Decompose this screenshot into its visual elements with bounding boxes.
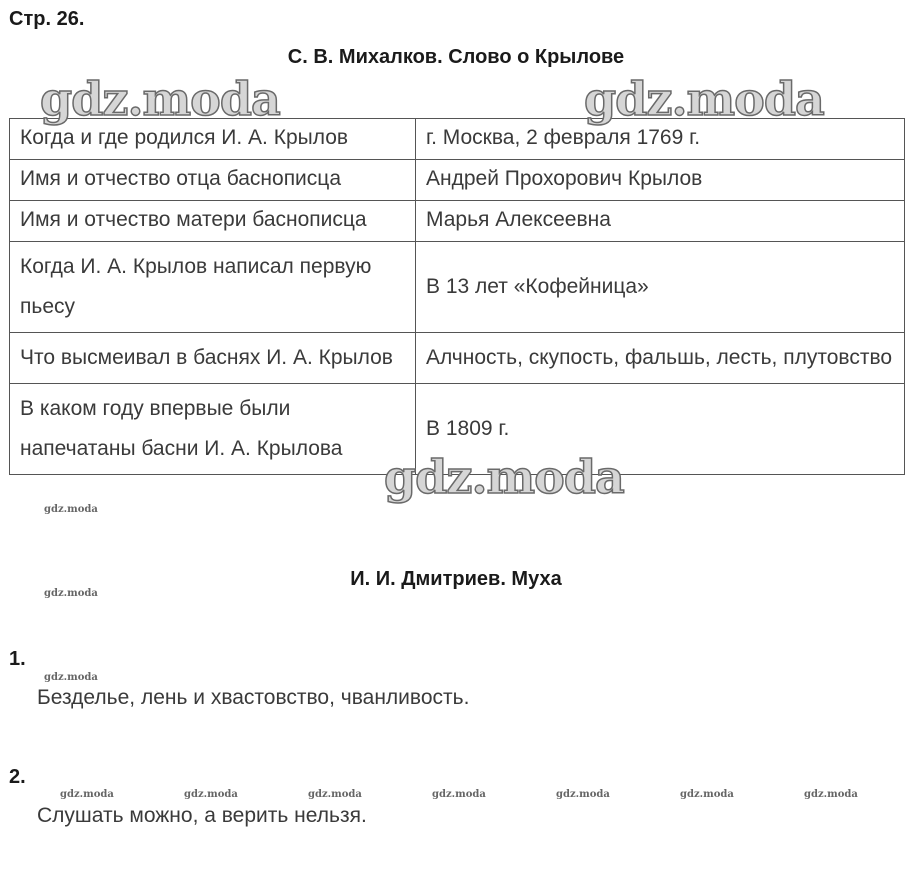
watermark-small: gdz.moda xyxy=(44,504,98,515)
krylov-table xyxy=(9,118,905,475)
item-answer: Слушать можно, а верить нельзя. xyxy=(37,804,367,827)
item-number: 2. xyxy=(9,766,26,788)
watermark-small: gdz.moda xyxy=(44,588,98,599)
table-question: Что высмеивал в баснях И. А. Крылов xyxy=(10,333,416,384)
table-question: Имя и отчество матери баснописца xyxy=(10,201,416,242)
item-answer: Безделье, лень и хвастовство, чванливость. xyxy=(37,686,470,709)
watermark-logo: gdz.moda xyxy=(40,72,280,126)
watermark-logo: gdz.moda xyxy=(584,72,824,126)
page-label: Стр. 26. xyxy=(9,8,85,30)
watermark-small: gdz.moda xyxy=(556,789,610,800)
section1-title: С. В. Михалков. Слово о Крылове xyxy=(287,46,625,68)
table-answer: Марья Алексеевна xyxy=(416,201,905,242)
table-question: Имя и отчество отца баснописца xyxy=(10,160,416,201)
table-answer: В 1809 г. xyxy=(416,384,905,475)
watermark-small: gdz.moda xyxy=(44,672,98,683)
watermark-logo: gdz.moda xyxy=(384,450,624,504)
table-row xyxy=(10,160,905,201)
table-question: В каком году впервые были напечатаны басни И. А. Крылова xyxy=(10,384,416,475)
table-row xyxy=(10,242,905,333)
watermark-small: gdz.moda xyxy=(308,789,362,800)
table-answer: Андрей Прохорович Крылов xyxy=(416,160,905,201)
table-answer: Алчность, скупость, фальшь, лесть, плутовство xyxy=(416,333,905,384)
watermark-small: gdz.moda xyxy=(432,789,486,800)
section2-title: И. И. Дмитриев. Муха xyxy=(350,568,562,590)
watermark-small: gdz.moda xyxy=(184,789,238,800)
table-question: Когда И. А. Крылов написал первую пьесу xyxy=(10,242,416,333)
watermark-small: gdz.moda xyxy=(804,789,858,800)
table-answer: г. Москва, 2 февраля 1769 г. xyxy=(416,119,905,160)
table-answer: В 13 лет «Кофейница» xyxy=(416,242,905,333)
watermark-small: gdz.moda xyxy=(680,789,734,800)
table-row xyxy=(10,333,905,384)
item-number: 1. xyxy=(9,648,26,670)
table-row xyxy=(10,201,905,242)
table-question: Когда и где родился И. А. Крылов xyxy=(10,119,416,160)
watermark-small: gdz.moda xyxy=(60,789,114,800)
